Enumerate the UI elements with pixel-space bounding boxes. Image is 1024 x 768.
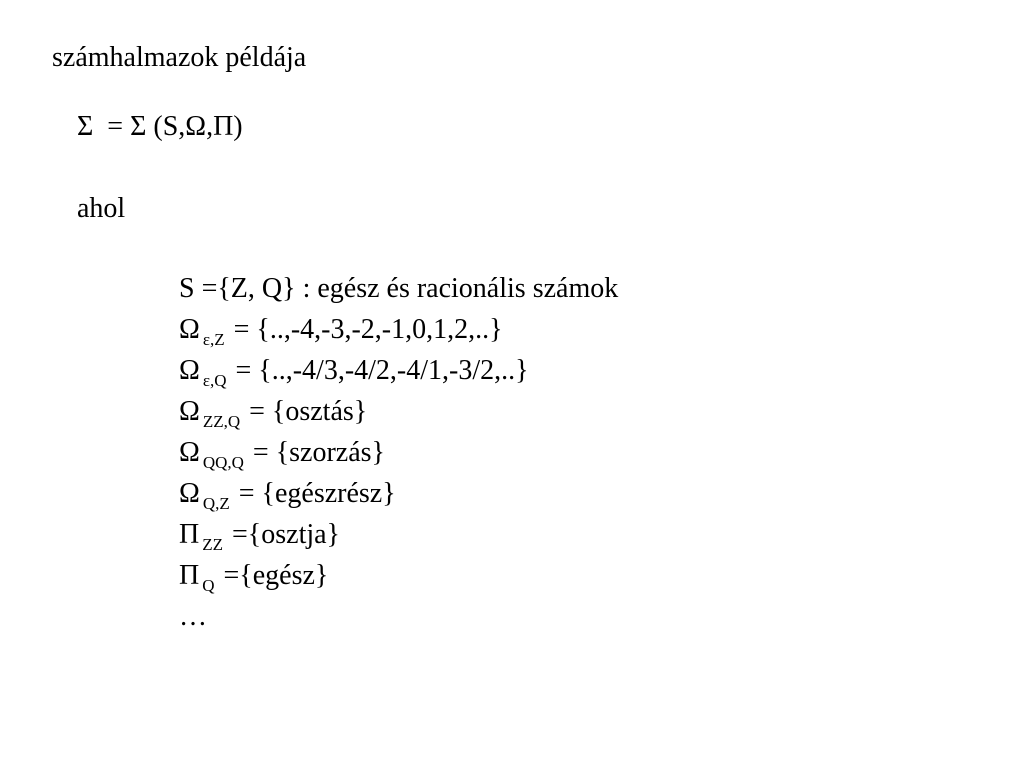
definition-subscript: ε,Q <box>202 371 227 390</box>
definition-text: = {..,-4/3,-4/2,-4/1,-3/2,..} <box>235 355 529 386</box>
omega-symbol: Ω <box>179 396 200 427</box>
definition-text: = {osztás} <box>249 396 368 427</box>
definition-subscript: QQ,Q <box>202 453 244 472</box>
definition-text: S ={Z, Q} : egész és racionális számok <box>179 273 619 304</box>
definition-text: = {szorzás} <box>252 437 385 468</box>
where-label: ahol <box>77 193 126 224</box>
definition-subscript: ZZ,Q <box>202 412 241 431</box>
definition-line <box>179 393 618 434</box>
signature-lhs: Σ <box>77 111 94 142</box>
definition-list <box>179 270 618 639</box>
definition-line <box>179 557 618 598</box>
definition-text: = {egészrész} <box>238 478 396 509</box>
definition-line <box>179 311 618 352</box>
definition-subscript: ZZ <box>202 535 224 554</box>
definition-text: ={osztja} <box>232 519 340 550</box>
omega-symbol: Ω <box>179 437 200 468</box>
definition-subscript: Q,Z <box>202 494 230 513</box>
omega-symbol: Ω <box>179 314 200 345</box>
definition-line <box>179 475 618 516</box>
pi-symbol: Π <box>179 519 200 550</box>
definition-line <box>179 270 618 311</box>
definition-subscript: Q <box>202 576 215 595</box>
definition-text: ={egész} <box>223 560 329 591</box>
slide-title: számhalmazok példája <box>52 42 307 73</box>
pi-symbol: Π <box>179 560 200 591</box>
omega-symbol: Ω <box>179 355 200 386</box>
definition-subscript: ε,Z <box>202 330 225 349</box>
ellipsis-text: … <box>179 601 207 632</box>
definition-line <box>179 352 618 393</box>
definition-line <box>179 434 618 475</box>
signature-formula <box>77 109 243 145</box>
definition-line <box>179 516 618 557</box>
definition-text: = {..,-4,-3,-2,-1,0,1,2,..} <box>233 314 503 345</box>
signature-rhs: = Σ (S,Ω,Π) <box>107 111 243 142</box>
omega-symbol: Ω <box>179 478 200 509</box>
definition-line <box>179 598 618 639</box>
